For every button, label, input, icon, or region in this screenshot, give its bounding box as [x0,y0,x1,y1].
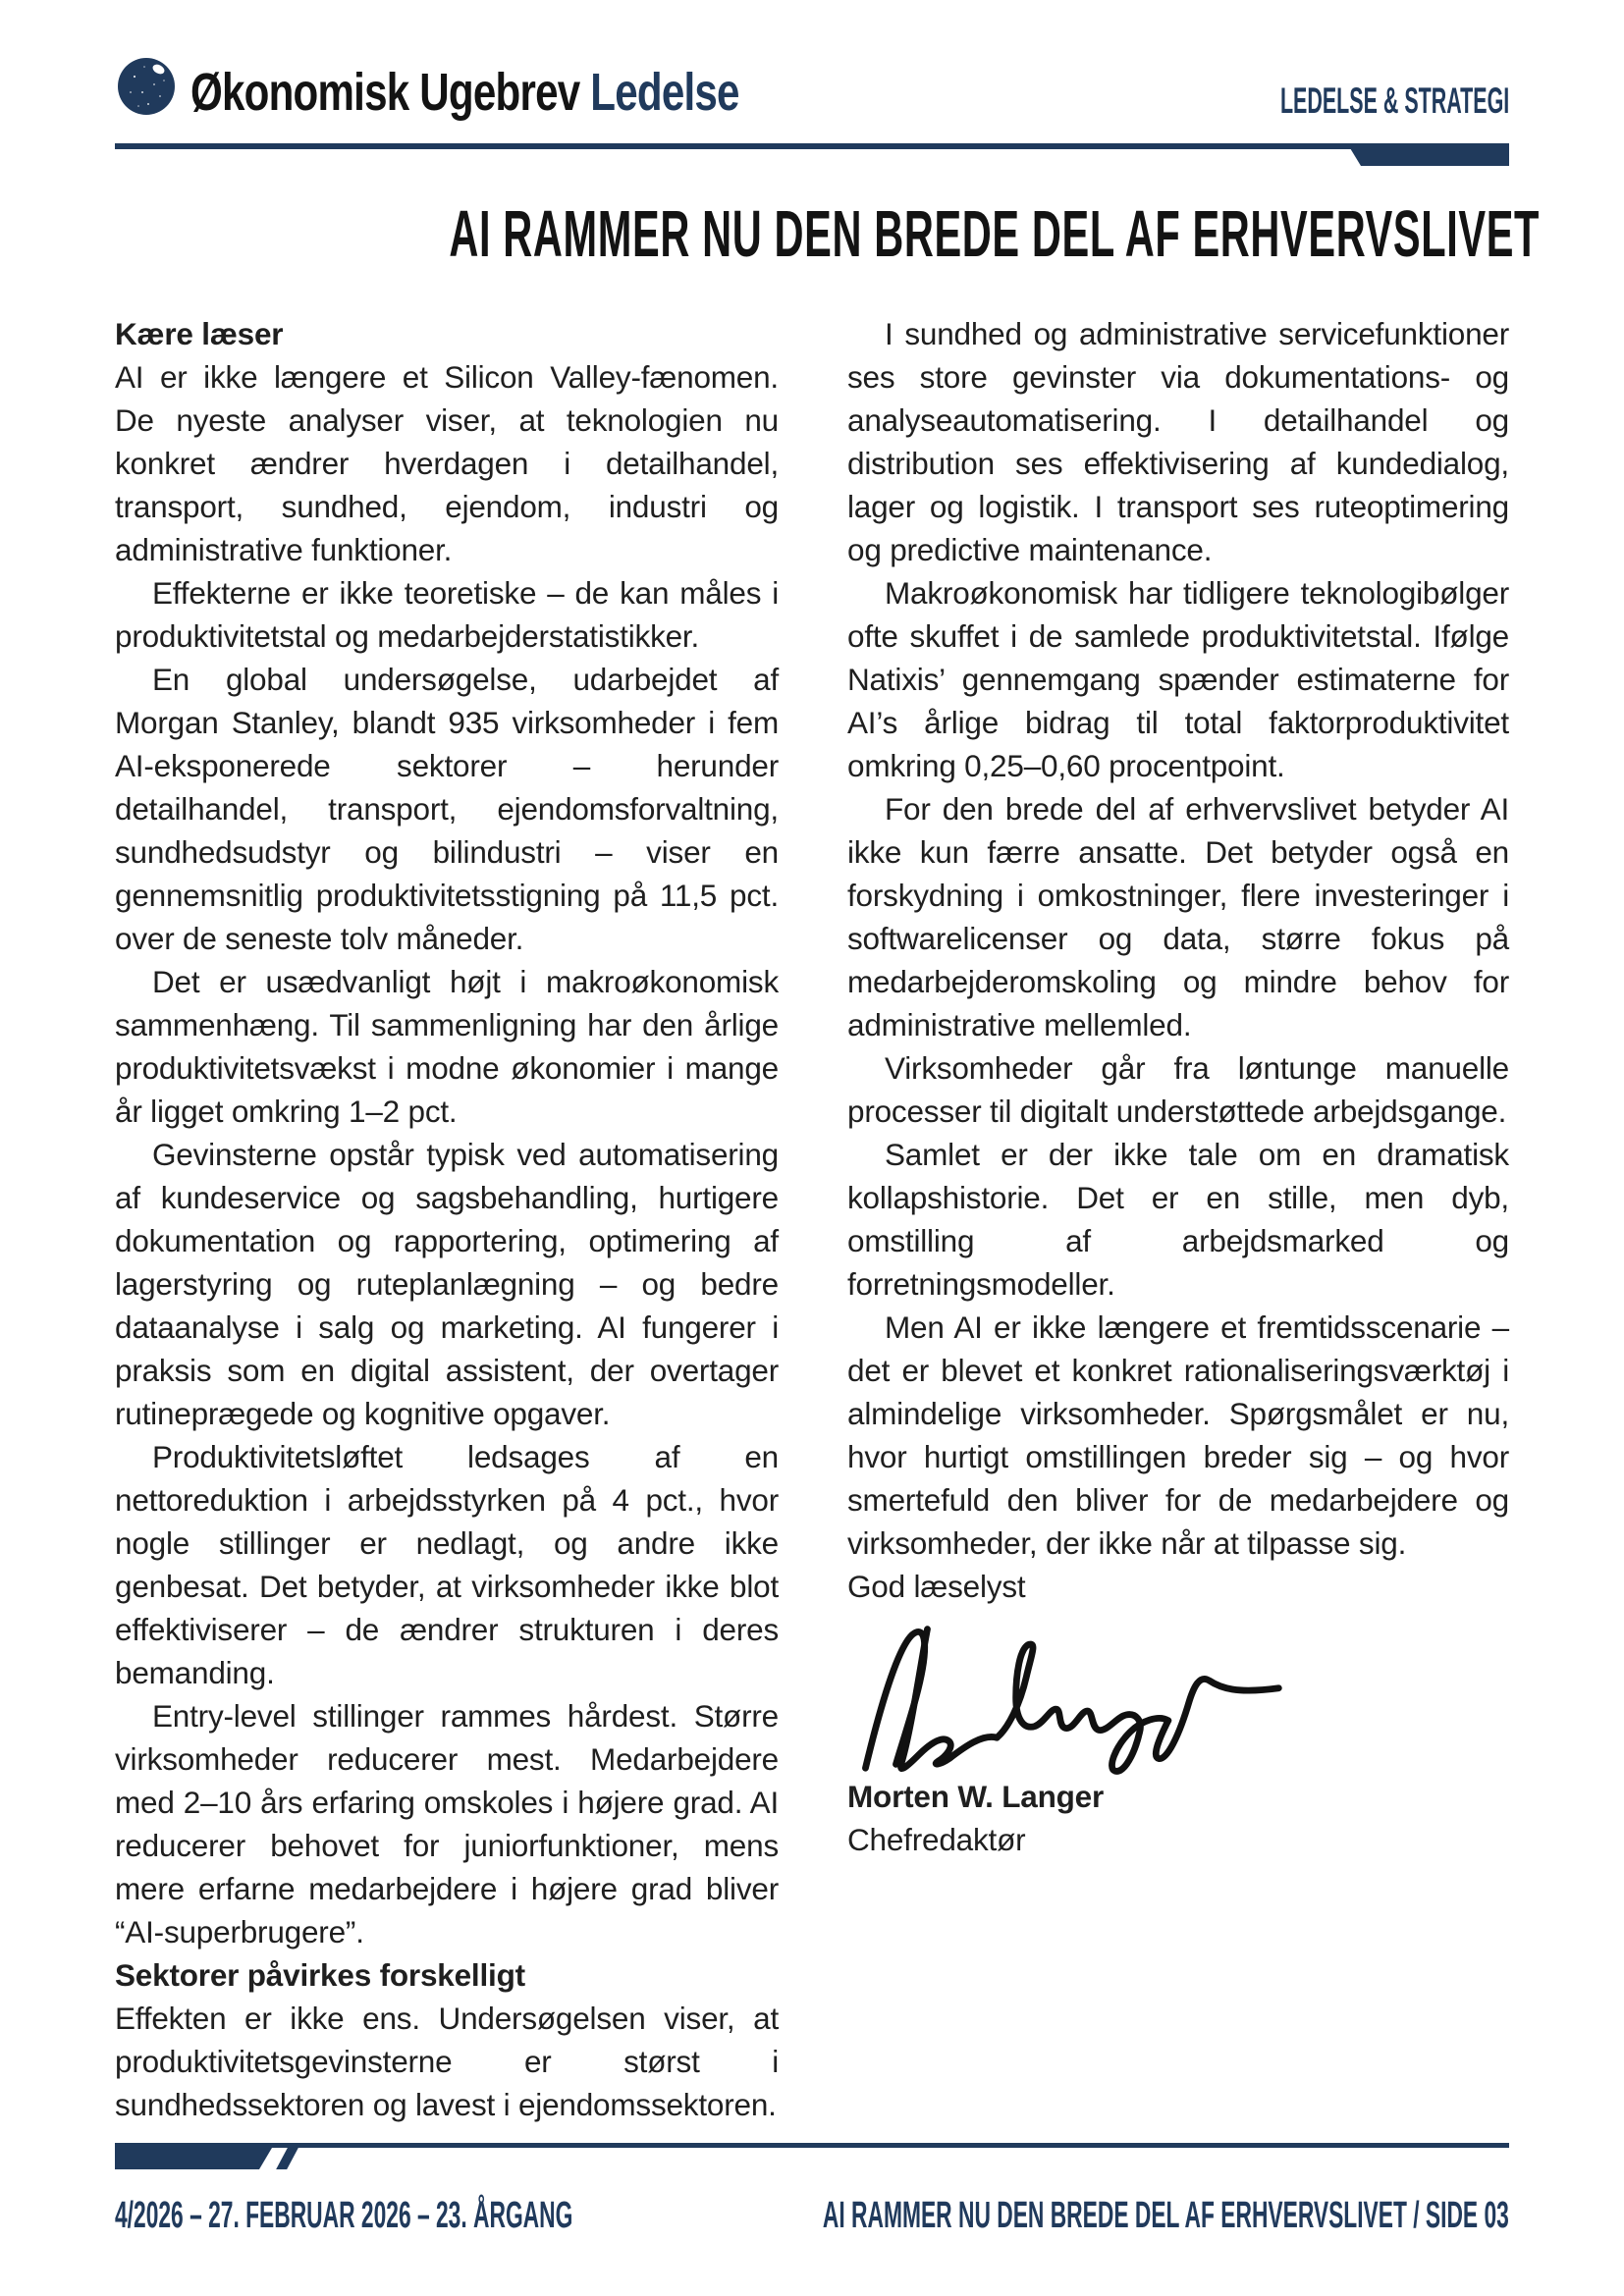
subheading: Sektorer påvirkes forskelligt [115,1957,525,1993]
brand-name-main: Økonomisk Ugebrev [190,63,580,122]
left-column [115,312,779,2126]
section-label: LEDELSE & STRATEGI [1279,80,1509,121]
paragraph: AI er ikke længere et Silicon Valley-fænomen. De nyeste analyser viser, at teknologien nu konkret ændrer hverdagen i detailhandel, transport, sundhed, ejendom, industri og administrative funktioner. [115,359,779,567]
brand-name-edition: Ledelse [590,63,739,122]
salutation: Kære læser [115,316,284,351]
signature-name: Morten W. Langer [847,1779,1105,1814]
article-title: AI RAMMER NU DEN BREDE DEL AF ERHVERVSLIVET [449,197,1541,271]
article-title-wrap [115,197,1541,271]
paragraph: Entry-level stillinger rammes hårdest. Større virksomheder reducerer mest. Medarbejdere med 2–10 års erfaring omskoles i højere grad. AI reducerer behovet for juniorfunktioner, mens mere erfarne medarbejdere i højere grad bliver “AI-superbrugere”. [115,1698,779,1949]
paragraph: Gevinsterne opstår typisk ved automatisering af kundeservice og sagsbehandling, hurtigere dokumentation og rapportering, optimering af lagerstyring og ruteplanlægning – og bedre dataanalyse i salg og marketing. AI fungerer i praksis som en digital assistent, der overtager rutineprægede og kognitive opgaver. [115,1137,779,1431]
right-column [847,312,1509,1861]
footer-rule [115,2143,1509,2148]
paragraph: Produktivitetsløftet ledsages af en nettoreduktion i arbejdsstyrken på 4 pct., hvor nogle stillinger er nedlagt, og andre ikke genbesat. Det betyder, at virksomheder ikke blot effektiviserer – de ændrer strukturen i deres bemanding. [115,1439,779,1690]
paragraph: For den brede del af erhvervslivet betyder AI ikke kun færre ansatte. Det betyder også en forskydning i omkostninger, flere investeringer i softwarelicenser og data, større fokus på medarbejderomskoling og mindre behov for administrative mellemled. [847,791,1509,1042]
footer-rule-slash [276,2148,298,2169]
paragraph: Makroøkonomisk har tidligere teknologibølger ofte skuffet i de samlede produktivitetstal. Ifølge Natixis’ gennemgang spænder estimaterne for AI’s årlige bidrag til total faktorproduktivitet omkring 0,25–0,60 procentpoint. [847,575,1509,783]
paragraph: Men AI er ikke længere et fremtidsscenarie – det er blevet et konkret rationaliseringsværktøj i almindelige virksomheder. Spørgsmålet er nu, hvor hurtigt omstillingen breder sig – og hvor smertefuld den bliver for de medarbejdere og virksomheder, der ikke når at tilpasse sig. [847,1309,1509,1561]
header-rule-endblock [1347,143,1509,166]
paragraph: Effekterne er ikke teoretiske – de kan måles i produktivitetstal og medarbejderstatistikker. [115,575,779,654]
paragraph: Det er usædvanligt højt i makroøkonomisk sammenhæng. Til sammenligning har den årlige produktivitetsvækst i modne økonomier i mange år ligget omkring 1–2 pct. [115,964,779,1129]
brand-wordmark [190,63,893,122]
paragraph: En global undersøgelse, udarbejdet af Morgan Stanley, blandt 935 virksomheder i fem AI-eksponerede sektorer – herunder detailhandel, transport, ejendomsforvaltning, sundhedsudstyr og bilindustri – viser en gennemsnitlig produktivitetsstigning på 11,5 pct. over de seneste tolv måneder. [115,662,779,956]
paragraph: Effekten er ikke ens. Undersøgelsen viser, at produktivitetsgevinsterne er størst i sundhedssektoren og lavest i ejendomssektoren. [115,2001,779,2122]
header-rule [115,143,1355,149]
footer-article-ref: AI RAMMER NU DEN BREDE DEL AF ERHVERVSLIVET / SIDE 03 [823,2195,1509,2236]
signature-role: Chefredaktør [847,1822,1026,1857]
footer-issue-info: 4/2026 – 27. FEBRUAR 2026 – 23. ÅRGANG [115,2195,573,2236]
brand-globe-icon [115,55,178,118]
paragraph: I sundhed og administrative servicefunktioner ses store gevinster via dokumentations- og analyseautomatisering. I detailhandel og distribution ses effektivisering af kundedialog, lager og logistik. I transport ses ruteoptimering og predictive maintenance. [847,316,1509,567]
paragraph: Virksomheder går fra løntunge manuelle processer til digitalt understøttede arbejdsgange. [847,1050,1509,1129]
closing-line: God læselyst [847,1569,1026,1604]
footer-rule-startblock [115,2148,272,2169]
paragraph: Samlet er der ikke tale om en dramatisk kollapshistorie. Det er en stille, men dyb, omstilling af arbejdsmarked og forretningsmodeller. [847,1137,1509,1302]
signature-image [847,1618,1289,1775]
